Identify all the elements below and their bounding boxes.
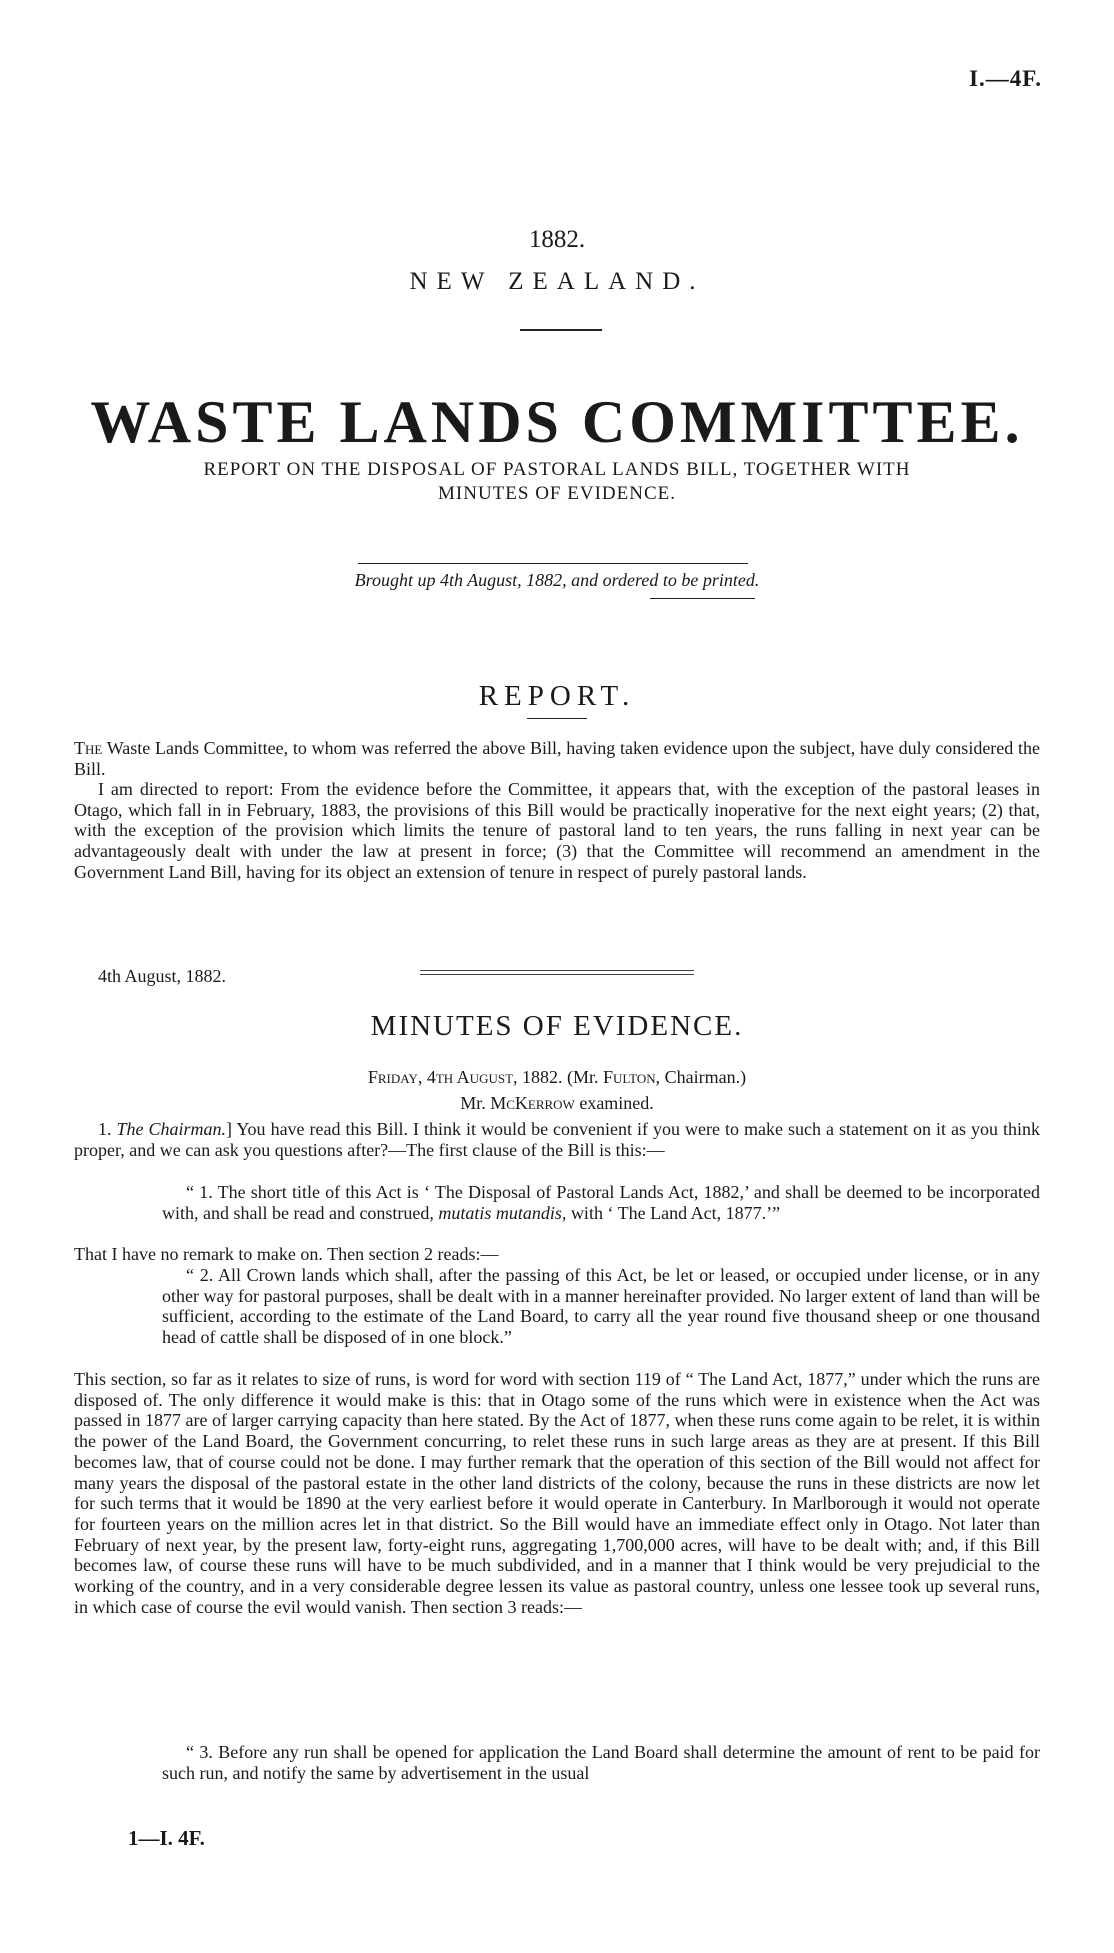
document-subtitle xyxy=(0,458,1114,506)
section-divider xyxy=(420,970,694,975)
quoted-clause: “ 3. Before any run shall be opened for application the Land Board shall determine the amount of rent to be paid for such run, and notify the same by advertisement in the usual xyxy=(162,1742,1040,1783)
paper-reference: I.—4F. xyxy=(969,66,1042,91)
quote-italic: mutatis mutandis, xyxy=(438,1202,567,1223)
divider xyxy=(527,718,587,719)
subtitle-line: REPORT ON THE DISPOSAL OF PASTORAL LANDS BILL, TOGETHER WITH xyxy=(203,459,911,480)
report-date: 4th August, 1882. xyxy=(98,966,227,986)
document-title: WASTE LANDS COMMITTEE. xyxy=(90,389,1024,455)
question-speaker: The Chairman. xyxy=(116,1119,227,1139)
report-paragraph xyxy=(74,738,1040,779)
quoted-clause xyxy=(162,1182,1040,1223)
question-number: 1. xyxy=(98,1119,117,1139)
report-heading: REPORT. xyxy=(478,680,636,712)
quoted-clause: “ 2. All Crown lands which shall, after the passing of this Act, be let or leased, or occupied under license, or in any other way for pastoral purposes, shall be dealt with in a manner hereinafter provided. No larger extent of land than will be sufficient, according to the estimate of the Land Board, to carry all the year round five thousand sheep or one thousand head of cattle shall be disposed of in one block.” xyxy=(162,1265,1040,1348)
page-signature: 1—I. 4F. xyxy=(128,1826,205,1850)
evidence-paragraph: This section, so far as it relates to size of runs, is word for word with section 119 of “ The Land Act, 1877,” under which the runs are disposed of. The only difference it would make is this: that in Otago some of the runs which were in existence when the Act was passed in 1877 are of larger carrying capacity than here stated. By the Act of 1877, when these runs come again to be relet, it is within the power of the Land Board, the Government concurring, to relet these runs in such large areas as they are at present. If this Bill becomes law, that of course could not be done. I may further remark that the operation of this section of the Bill would not affect for many years the disposal of the pastoral estate in the other land districts of the colony, because the runs in these districts are now let for such terms that it would be 1890 at the very earliest before it would operate in Canterbury. In Marlborough it would not operate for fourteen years on the million acres let in that district. So the Bill would have an immediate effect only in Otago. Not later than February of next year, by the present law, forty-eight runs, aggregating 1,700,000 acres, will have to be dealt with; and, if this Bill becomes law, of course these runs will have to be much subdivided, and in a manner that I think would be very prejudicial to the working of the country, and in a very considerable degree lessen its value as pastoral country, unless one lessee took up several runs, in which case of course the evil would vanish. Then section 3 reads:— xyxy=(74,1369,1040,1617)
sitting-day: Friday, 4th August, xyxy=(367,1067,518,1087)
report-lead-word: The xyxy=(74,738,103,758)
question-paragraph xyxy=(74,1119,1040,1160)
divider xyxy=(650,598,755,599)
divider xyxy=(520,329,602,331)
country: NEW ZEALAND. xyxy=(409,268,705,295)
brought-up-line: Brought up 4th August, 1882, and ordered to be printed. xyxy=(354,570,760,590)
witness-line xyxy=(0,1093,1114,1114)
quote-text: with ‘ The Land Act, 1877.’” xyxy=(566,1202,781,1223)
chairman-name: Fulton xyxy=(603,1067,656,1087)
report-paragraph: I am directed to report: From the evidence before the Committee, it appears that, with the exception of the pastoral leases in Otago, which fall in in February, 1883, the provisions of this Bill would be practically inoperative for the next eight years; (2) that, with the exception of the provision which limits the tenure of pastoral land to ten years, the runs falling in next year can be advantageously dealt with under the law at present in force; (3) that the Committee will recommend an amendment in the Government Land Bill, having for its object an extension of tenure in respect of purely pastoral lands. xyxy=(74,779,1040,882)
question-text: ] You have read this Bill. I think it would be convenient if you were to make such a statement on it as you think proper, and we can ask you questions after?—The first clause of the Bill is this:— xyxy=(74,1119,1040,1160)
quote-text: “ 1. The short title of this Act is ‘ The Disposal of Pastoral Lands Act, 1882,’ and shall be deemed to be incorporated with, and shall be read and construed, xyxy=(162,1182,1040,1223)
sitting-year: 1882. (Mr. xyxy=(517,1067,604,1087)
witness-suffix: examined. xyxy=(574,1093,654,1113)
evidence-paragraph: That I have no remark to make on. Then section 2 reads:— xyxy=(74,1244,499,1264)
chairman-suffix: , Chairman.) xyxy=(655,1067,747,1087)
year: 1882. xyxy=(528,226,586,253)
report-paragraph-text: Waste Lands Committee, to whom was referred the above Bill, having taken evidence upon the subject, have duly considered the Bill. xyxy=(74,738,1040,779)
subtitle-line: MINUTES OF EVIDENCE. xyxy=(438,483,676,504)
sitting-line xyxy=(0,1067,1114,1088)
witness-prefix: Mr. xyxy=(460,1093,491,1113)
minutes-heading: MINUTES OF EVIDENCE. xyxy=(370,1010,744,1042)
witness-name: McKerrow xyxy=(490,1093,575,1113)
divider xyxy=(358,563,748,564)
